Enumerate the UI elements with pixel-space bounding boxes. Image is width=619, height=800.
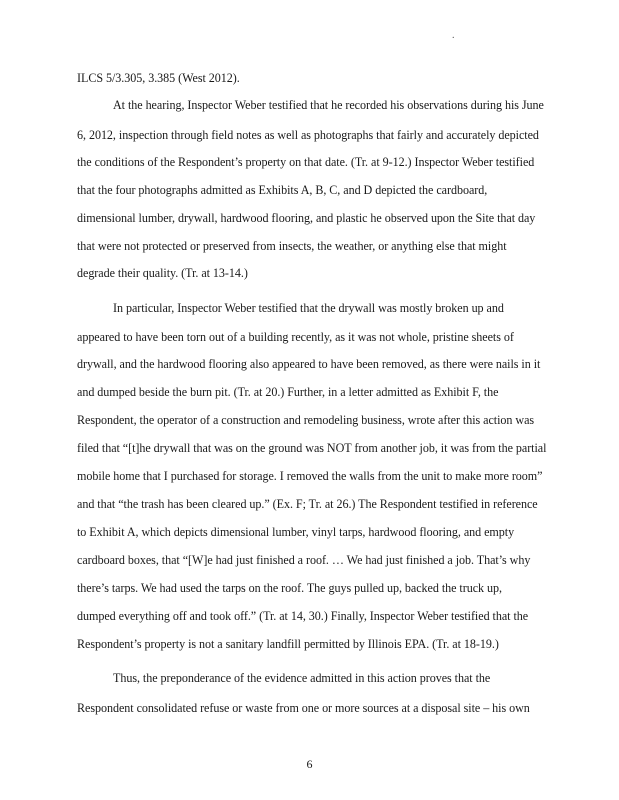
text-line: dimensional lumber, drywall, hardwood flooring, and plastic he observed upon the Site that day xyxy=(77,211,536,225)
text-line: dumped everything off and took off.” (Tr. at 14, 30.) Finally, Inspector Weber testified that the xyxy=(77,609,529,623)
text-line: and that “the trash has been cleared up.” (Ex. F; Tr. at 26.) The Respondent testified in reference xyxy=(77,497,538,511)
text-line: Respondent, the operator of a construction and remodeling business, wrote after this action was xyxy=(77,413,535,427)
text-line: Respondent’s property is not a sanitary landfill permitted by Illinois EPA. (Tr. at 18-19.) xyxy=(77,637,499,651)
text-line: mobile home that I purchased for storage. I removed the walls from the unit to make more room” xyxy=(77,469,543,483)
text-line-paragraph-3-start: Thus, the preponderance of the evidence admitted in this action proves that the xyxy=(113,671,491,685)
text-line: that were not protected or preserved from insects, the weather, or anything else that might xyxy=(77,239,507,253)
page-number: 6 xyxy=(306,757,313,771)
text-line: Respondent consolidated refuse or waste from one or more sources at a disposal site – his own xyxy=(77,701,530,715)
text-line: filed that “[t]he drywall that was on the ground was NOT from another job, it was from the partial xyxy=(77,441,547,455)
scan-mark: . xyxy=(452,30,455,41)
text-line: degrade their quality. (Tr. at 13-14.) xyxy=(77,266,248,280)
text-line: 6, 2012, inspection through field notes as well as photographs that fairly and accurately depicted xyxy=(77,128,539,142)
text-line: and dumped beside the burn pit. (Tr. at 20.) Further, in a letter admitted as Exhibit F, the xyxy=(77,385,499,399)
text-line: that the four photographs admitted as Exhibits A, B, C, and D depicted the cardboard, xyxy=(77,183,488,197)
text-line-paragraph-1-start: At the hearing, Inspector Weber testified that he recorded his observations during his June xyxy=(113,98,544,112)
text-line: there’s tarps. We had used the tarps on the roof. The guys pulled up, backed the truck up, xyxy=(77,581,502,595)
text-line: drywall, and the hardwood flooring also appeared to have been removed, as there were nails in it xyxy=(77,357,541,371)
text-line-paragraph-2-start: In particular, Inspector Weber testified that the drywall was mostly broken up and xyxy=(113,301,504,315)
text-line: appeared to have been torn out of a building recently, as it was not whole, pristine sheets of xyxy=(77,330,514,344)
text-line: to Exhibit A, which depicts dimensional lumber, vinyl tarps, hardwood flooring, and empty xyxy=(77,525,515,539)
text-line-citation: ILCS 5/3.305, 3.385 (West 2012). xyxy=(77,71,240,85)
text-line: the conditions of the Respondent’s property on that date. (Tr. at 9-12.) Inspector Weber testified xyxy=(77,155,535,169)
text-line: cardboard boxes, that “[W]e had just finished a roof. … We had just finished a job. That’s why xyxy=(77,553,531,567)
